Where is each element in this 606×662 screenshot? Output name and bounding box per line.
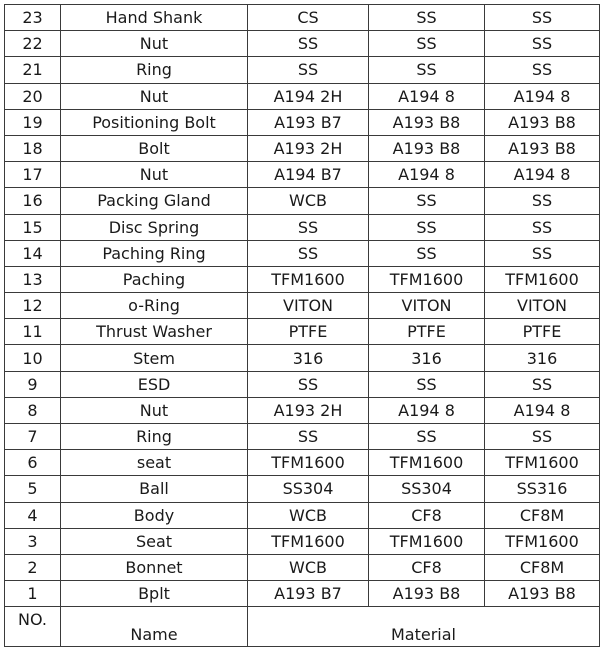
cell-name: Ring [61,57,248,83]
cell-m3: SS [485,240,600,266]
table-row [5,345,600,371]
cell-m3: 316 [485,345,600,371]
cell-m1: A193 2H [248,135,369,161]
cell-no: 18 [5,135,61,161]
cell-no: 1 [5,581,61,607]
cell-no: 11 [5,319,61,345]
cell-m2: SS304 [369,476,485,502]
cell-m2: SS [369,188,485,214]
cell-no: 5 [5,476,61,502]
cell-m3: CF8M [485,554,600,580]
cell-name: Packing Gland [61,188,248,214]
cell-m2: SS [369,240,485,266]
cell-m3: PTFE [485,319,600,345]
cell-no: 16 [5,188,61,214]
cell-m2: SS [369,214,485,240]
cell-m2: A194 8 [369,162,485,188]
cell-no: 15 [5,214,61,240]
cell-no: 12 [5,293,61,319]
cell-m2: CF8 [369,502,485,528]
cell-no: 2 [5,554,61,580]
cell-m2: A194 8 [369,397,485,423]
cell-m2: CF8 [369,554,485,580]
table-row [5,371,600,397]
table-row [5,162,600,188]
cell-m3: A193 B8 [485,109,600,135]
cell-m3: TFM1600 [485,266,600,292]
cell-m2: SS [369,57,485,83]
cell-m3: A194 8 [485,397,600,423]
cell-m1: TFM1600 [248,450,369,476]
table-row [5,57,600,83]
cell-no: 8 [5,397,61,423]
cell-m3: SS [485,31,600,57]
header-row [5,607,600,647]
cell-m2: A194 8 [369,83,485,109]
cell-m3: A194 8 [485,83,600,109]
cell-m3: SS [485,214,600,240]
cell-m2: 316 [369,345,485,371]
cell-name: seat [61,450,248,476]
cell-no: 21 [5,57,61,83]
cell-m1: A194 B7 [248,162,369,188]
cell-m1: CS [248,5,369,31]
cell-name: ESD [61,371,248,397]
cell-m3: TFM1600 [485,528,600,554]
cell-m1: A193 B7 [248,109,369,135]
cell-m2: A193 B8 [369,581,485,607]
cell-name: Bplt [61,581,248,607]
cell-m1: A193 2H [248,397,369,423]
cell-name: Ring [61,424,248,450]
cell-name: Stem [61,345,248,371]
cell-m3: TFM1600 [485,450,600,476]
cell-name: Nut [61,31,248,57]
table-row [5,109,600,135]
cell-name: Seat [61,528,248,554]
cell-name: Paching [61,266,248,292]
cell-m1: A193 B7 [248,581,369,607]
cell-m1: SS [248,371,369,397]
cell-no: 14 [5,240,61,266]
table-row [5,293,600,319]
cell-m1: SS [248,214,369,240]
cell-no: 10 [5,345,61,371]
cell-m3: SS [485,5,600,31]
cell-no: 19 [5,109,61,135]
table-row [5,135,600,161]
header-name: Name [61,607,248,647]
table-row [5,31,600,57]
cell-m2: VITON [369,293,485,319]
cell-m1: SS [248,424,369,450]
table-row [5,214,600,240]
cell-name: Positioning Bolt [61,109,248,135]
cell-m3: SS [485,424,600,450]
cell-no: 23 [5,5,61,31]
cell-no: 3 [5,528,61,554]
cell-no: 22 [5,31,61,57]
table-row [5,319,600,345]
cell-m1: A194 2H [248,83,369,109]
table-row [5,502,600,528]
cell-m2: SS [369,371,485,397]
cell-no: 20 [5,83,61,109]
cell-no: 6 [5,450,61,476]
table-row [5,188,600,214]
cell-name: Nut [61,83,248,109]
cell-m1: WCB [248,188,369,214]
cell-m3: SS316 [485,476,600,502]
cell-m2: PTFE [369,319,485,345]
cell-name: Bonnet [61,554,248,580]
table-row [5,397,600,423]
cell-m1: SS [248,31,369,57]
cell-no: 13 [5,266,61,292]
table-row [5,240,600,266]
cell-m3: A193 B8 [485,135,600,161]
cell-m2: A193 B8 [369,109,485,135]
cell-no: 9 [5,371,61,397]
cell-name: Disc Spring [61,214,248,240]
table-row [5,424,600,450]
cell-name: Nut [61,397,248,423]
table-row [5,266,600,292]
table-row [5,581,600,607]
cell-m1: SS [248,240,369,266]
table-row [5,554,600,580]
cell-name: o-Ring [61,293,248,319]
cell-m3: A193 B8 [485,581,600,607]
table-body [5,5,600,607]
cell-m2: SS [369,31,485,57]
cell-name: Hand Shank [61,5,248,31]
cell-m2: SS [369,424,485,450]
cell-m1: 316 [248,345,369,371]
cell-m1: VITON [248,293,369,319]
cell-no: 4 [5,502,61,528]
cell-m1: WCB [248,554,369,580]
parts-material-table [4,4,600,647]
cell-name: Nut [61,162,248,188]
cell-m2: TFM1600 [369,266,485,292]
cell-m1: SS [248,57,369,83]
cell-m2: SS [369,5,485,31]
cell-no: 17 [5,162,61,188]
cell-name: Body [61,502,248,528]
cell-m3: A194 8 [485,162,600,188]
header-material: Material [248,607,600,647]
cell-m2: TFM1600 [369,450,485,476]
cell-name: Bolt [61,135,248,161]
cell-m2: A193 B8 [369,135,485,161]
cell-m3: VITON [485,293,600,319]
table-row [5,528,600,554]
cell-m1: WCB [248,502,369,528]
cell-name: Paching Ring [61,240,248,266]
header-no: NO. [5,607,61,647]
table-row [5,450,600,476]
cell-m1: TFM1600 [248,528,369,554]
cell-name: Ball [61,476,248,502]
table-row [5,476,600,502]
cell-m1: TFM1600 [248,266,369,292]
cell-m3: SS [485,371,600,397]
cell-m3: CF8M [485,502,600,528]
cell-m2: TFM1600 [369,528,485,554]
cell-name: Thrust Washer [61,319,248,345]
cell-m1: SS304 [248,476,369,502]
cell-m3: SS [485,188,600,214]
cell-no: 7 [5,424,61,450]
cell-m1: PTFE [248,319,369,345]
table-row [5,5,600,31]
cell-m3: SS [485,57,600,83]
table-row [5,83,600,109]
